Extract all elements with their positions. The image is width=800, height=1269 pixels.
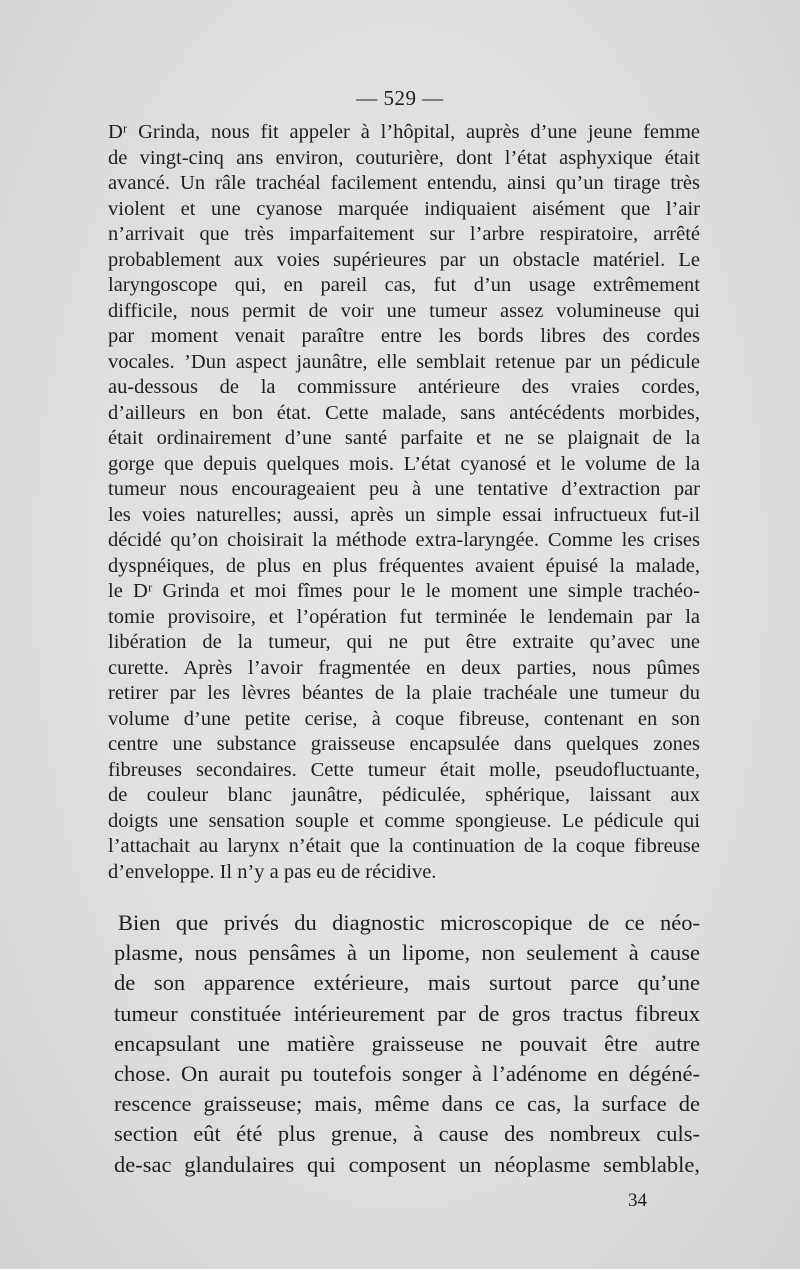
text-line: chose. On aurait pu toutefois songer à l’adénome en dégéné- xyxy=(114,1060,700,1086)
text-line: d’enveloppe. Il n’y a pas eu de récidive. xyxy=(108,860,437,883)
page-number: — 529 — xyxy=(356,86,444,110)
text-line: volume d’une petite cerise, à coque fibreuse, contenant en son xyxy=(108,707,700,730)
text-line: était ordinairement d’une santé parfaite et ne se plaignait de la xyxy=(108,427,700,449)
text-line: retirer par les lèvres béantes de la plaie trachéale une tumeur du xyxy=(108,682,700,704)
text-line: curette. Après l’avoir fragmentée en deux parties, nous pûmes xyxy=(108,656,700,679)
text-line: avancé. Un râle trachéal facilement entendu, ainsi qu’un tirage très xyxy=(108,172,700,194)
text-line: Dʳ Grinda, nous fit appeler à l’hôpital, auprès d’une jeune femme xyxy=(108,121,700,143)
text-line: encapsulant une matière graisseuse ne pouvait être autre xyxy=(114,1030,700,1056)
discussion-paragraph xyxy=(114,908,700,1180)
text-line: de vingt-cinq ans environ, couturière, dont l’état asphyxique était xyxy=(108,146,700,169)
text-line: décidé qu’on choisirait la méthode extra-laryngée. Comme les crises xyxy=(108,529,700,551)
signature-mark: 34 xyxy=(628,1190,647,1211)
text-line: violent et une cyanose marquée indiquaient aisément que l’air xyxy=(108,197,700,220)
text-line: n’arrivait que très imparfaitement sur l’arbre respiratoire, arrêté xyxy=(108,223,700,245)
text-line: de-sac glandulaires qui composent un néoplasme semblable, xyxy=(114,1151,700,1177)
text-line: de couleur blanc jaunâtre, pédiculée, sphérique, laissant aux xyxy=(108,784,700,806)
text-line: probablement aux voies supérieures par un obstacle matériel. Le xyxy=(108,248,700,271)
text-line: centre une substance graisseuse encapsulée dans quelques zones xyxy=(108,733,700,755)
text-line: fibreuses secondaires. Cette tumeur était molle, pseudofluctuante, xyxy=(108,758,700,781)
text-line: l’attachait au larynx n’était que la continuation de la coque fibreuse xyxy=(108,835,700,857)
text-line: gorge que depuis quelques mois. L’état cyanosé et le volume de la xyxy=(108,452,700,475)
text-line: plasme, nous pensâmes à un lipome, non seulement à cause xyxy=(114,940,700,966)
text-line: difficile, nous permit de voir une tumeur assez volumineuse qui xyxy=(108,299,700,322)
text-line: doigts une sensation souple et comme spongieuse. Le pédicule qui xyxy=(108,809,700,832)
text-line: tumeur nous encourageaient peu à une tentative d’extraction par xyxy=(108,478,700,500)
text-line: laryngoscope qui, en pareil cas, fut d’un usage extrêmement xyxy=(108,274,700,296)
text-line: le Dʳ Grinda et moi fîmes pour le le moment une simple trachéo- xyxy=(108,580,700,602)
text-line: de son apparence extérieure, mais surtout parce qu’une xyxy=(114,970,700,996)
text-line: tumeur constituée intérieurement par de gros tractus fibreux xyxy=(114,1000,700,1026)
text-line: Bien que privés du diagnostic microscopique de ce néo- xyxy=(118,910,700,935)
text-line: dyspnéiques, de plus en plus fréquentes avaient épuisé la malade, xyxy=(108,554,700,577)
case-report-paragraph xyxy=(108,120,700,885)
text-line: au-dessous de la commissure antérieure des vraies cordes, xyxy=(108,376,700,398)
text-line: d’ailleurs en bon état. Cette malade, sans antécédents morbides, xyxy=(108,401,700,424)
text-line: par moment venait paraître entre les bords libres des cordes xyxy=(108,325,700,347)
text-line: les voies naturelles; aussi, après un simple essai infructueux fut-il xyxy=(108,503,700,526)
text-line: rescence graisseuse; mais, même dans ce cas, la surface de xyxy=(114,1091,700,1117)
text-line: vocales. ’Dun aspect jaunâtre, elle semblait retenue par un pédicule xyxy=(108,350,700,373)
text-line: section eût été plus grenue, à cause des nombreux culs- xyxy=(114,1121,700,1147)
text-line: tomie provisoire, et l’opération fut terminée le lendemain par la xyxy=(108,605,700,628)
text-line: libération de la tumeur, qui ne put être extraite qu’avec une xyxy=(108,631,700,653)
